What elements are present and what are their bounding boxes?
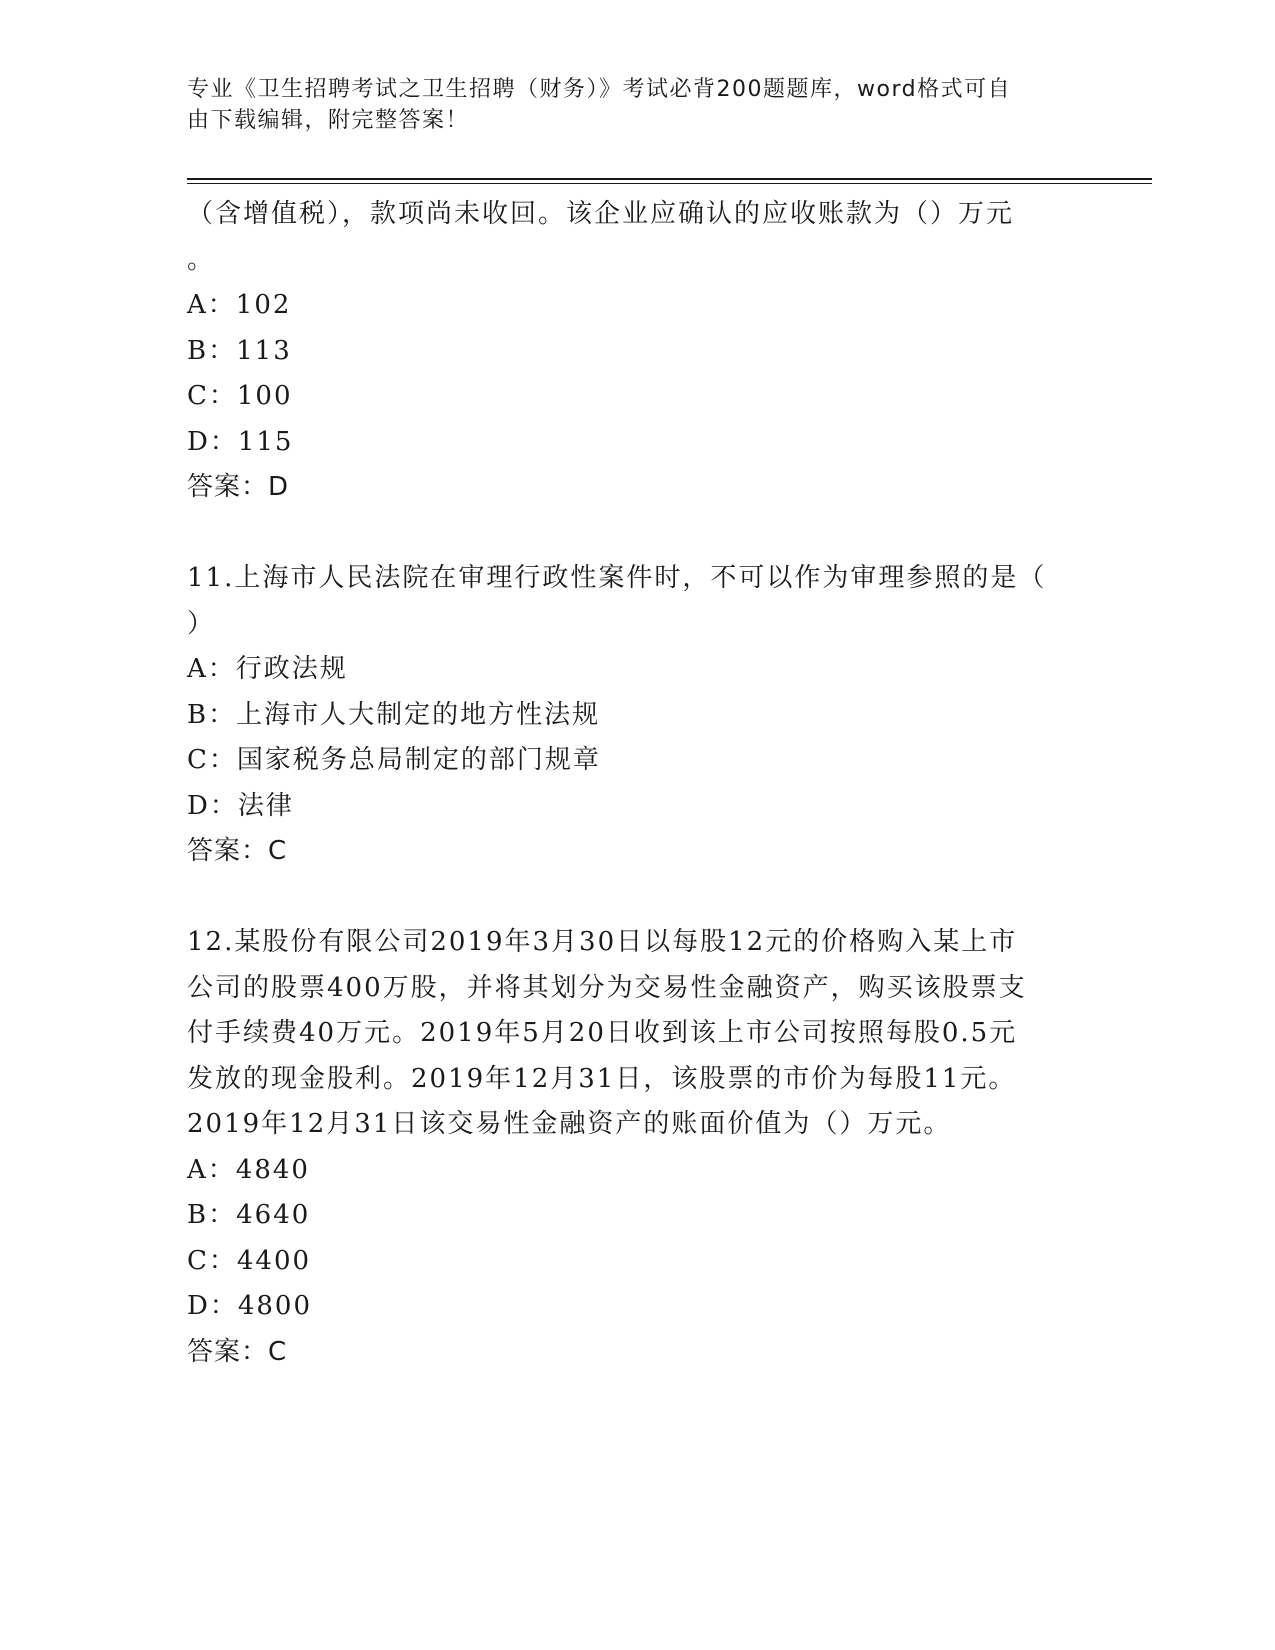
header-line-1: 专业《卫生招聘考试之卫生招聘（财务）》考试必背200题题库，word格式可自 <box>187 77 1012 102</box>
option-a: A：102 <box>187 290 292 320</box>
question-block <box>187 920 1087 1375</box>
question-block <box>187 556 1087 875</box>
question-stem-line: （含增值税），款项尚未收回。该企业应确认的应收账款为（）万元 <box>187 199 1015 229</box>
question-stem-line: 2019年12月31日该交易性金融资产的账面价值为（）万元。 <box>187 1109 952 1139</box>
answer-line: 答案：C <box>187 1336 288 1367</box>
option-a: A：行政法规 <box>187 654 348 684</box>
question-stem-line: 。 <box>187 244 216 275</box>
question-stem-line: 发放的现金股利。2019年12月31日，该股票的市价为每股11元。 <box>187 1063 1017 1094</box>
option-c: C：100 <box>187 381 293 411</box>
header-divider-thick <box>187 178 1152 180</box>
option-d: D：法律 <box>187 790 294 821</box>
option-a: A：4840 <box>187 1154 310 1185</box>
answer-line: 答案：D <box>187 472 290 502</box>
option-d: D：115 <box>187 426 294 457</box>
question-stem-line: 公司的股票400万股，并将其划分为交易性金融资产，购买该股票支 <box>187 972 1027 1003</box>
question-stem-line: 11.上海市人民法院在审理行政性案件时，不可以作为审理参照的是（ <box>187 563 1047 593</box>
header-divider-thin <box>187 183 1152 184</box>
question-stem-line: 12.某股份有限公司2019年3月30日以每股12元的价格购入某上市 <box>187 927 1018 957</box>
option-b: B：4640 <box>187 1200 311 1230</box>
document-header <box>187 74 1067 136</box>
option-b: B：上海市人大制定的地方性法规 <box>187 699 601 730</box>
option-c: C：国家税务总局制定的部门规章 <box>187 745 601 775</box>
question-spacer <box>187 875 1087 921</box>
option-b: B：113 <box>187 335 292 366</box>
question-block <box>187 192 1087 511</box>
question-spacer <box>187 511 1087 557</box>
option-d: D：4800 <box>187 1291 313 1321</box>
question-stem-line: ） <box>187 608 216 639</box>
question-list <box>187 192 1087 1375</box>
header-line-2: 由下载编辑，附完整答案！ <box>187 108 470 133</box>
question-stem-line: 付手续费40万元。2019年5月20日收到该上市公司按照每股0.5元 <box>187 1018 1018 1048</box>
option-c: C：4400 <box>187 1245 312 1276</box>
answer-line: 答案：C <box>187 836 288 866</box>
